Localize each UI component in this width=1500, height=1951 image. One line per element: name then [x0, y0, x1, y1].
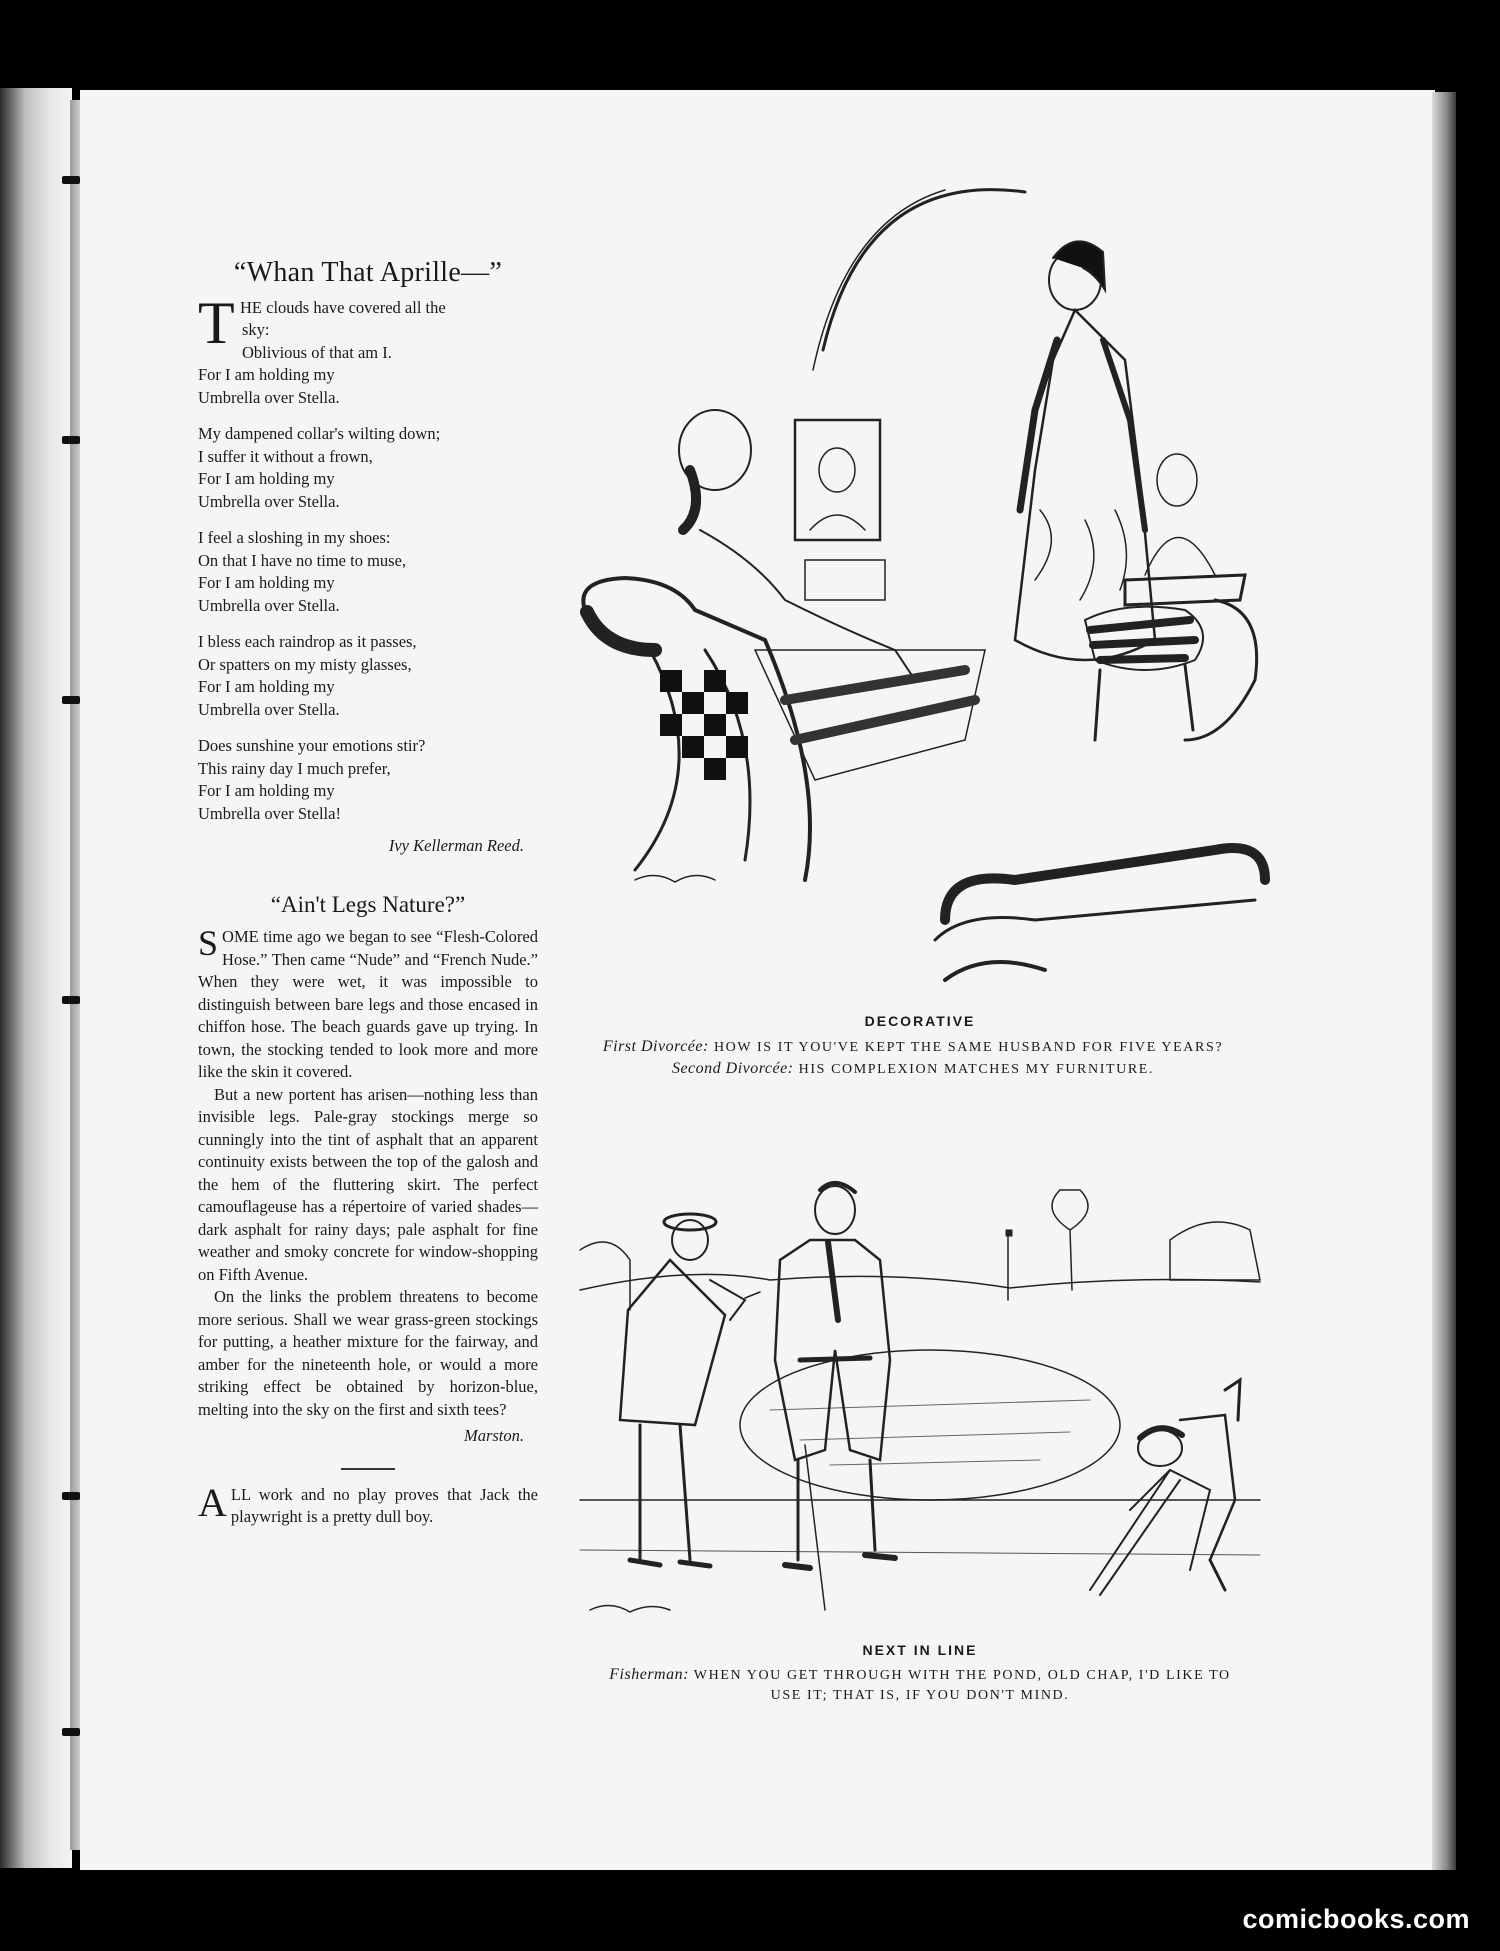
watermark: comicbooks.com: [1242, 1904, 1470, 1934]
poem-stanza: [198, 631, 538, 721]
poem-line: For I am holding my: [198, 573, 335, 592]
article-body: [198, 923, 538, 1421]
article-paragraph: On the links the problem threatens to become more serious. Shall we wear grass-green stockings for putting, a heather mixture for the fairway, and amber for the nineteenth hole, or would a more striking effect be obtained by horizon-blue, melting into the sky on the first and sixth tees?: [198, 1287, 538, 1419]
poem-line: My dampened collar's wilting down;: [198, 424, 441, 443]
poem-line: Oblivious of that am I.: [242, 342, 392, 362]
dialogue-text: WHEN YOU GET THROUGH WITH THE POND, OLD CHAP, I'D LIKE TO: [693, 1668, 1231, 1683]
binding-stitch: [62, 1492, 80, 1500]
poem-line: This rainy day I much prefer,: [198, 758, 391, 778]
speaker-label: Second Divorcée:: [671, 1060, 794, 1077]
poem-line: For I am holding my: [198, 677, 335, 696]
dialogue-text: HOW IS IT YOU'VE KEPT THE SAME HUSBAND FOR FIVE YEARS?: [713, 1040, 1224, 1055]
masthead: · LIFE ·: [610, 209, 814, 254]
paragraph-text: OME time ago we began to see “Flesh-Colored Hose.” Then came “Nude” and “French Nude.” When they were wet, it was impossible to distinguish between bare legs and those encased in chiffon hose. The beach guards gave up trying. In town, the stocking tended to look more and more like the skin it covered.: [198, 927, 538, 1081]
cartoon-caption-line: [578, 1038, 1248, 1056]
poem-line: I bless each raindrop as it passes,: [198, 632, 417, 651]
article-title: “Ain't Legs Nature?”: [270, 891, 466, 917]
poem-line: sky:: [242, 320, 270, 339]
page-stack-edge: [1432, 92, 1456, 1870]
poem-line: HE clouds have covered all the: [240, 297, 446, 317]
binding-stitch: [62, 996, 80, 1004]
left-column: [198, 257, 538, 1529]
cartoon-next-in-line-illustration: [570, 1170, 1270, 1630]
filler-paragraph: [198, 1479, 538, 1529]
cartoon-caption-line: [578, 1060, 1248, 1078]
cartoon-caption-line: [560, 1666, 1280, 1684]
binding-stitch: [62, 176, 80, 184]
article-paragraph: But a new portent has arisen—nothing less than invisible legs. Pale-gray stockings merge so cunningly into the tint of asphalt that an apparent continuity exists between the top of the galosh and the hem of the fluttering skirt. The perfect camouflageuse has a répertoire of varied shades—dark asphalt for rainy days; pale asphalt for fine weather and smoky concrete for window-shopping on Fifth Avenue.: [198, 1084, 538, 1284]
poem-line: I feel a sloshing in my shoes:: [198, 528, 391, 547]
poem-line: Umbrella over Stella.: [198, 491, 340, 511]
poem-author: Ivy Kellerman Reed.: [388, 836, 524, 855]
poem-stanza: [198, 289, 538, 410]
dropcap: T: [198, 289, 235, 356]
cartoon-caption-title: NEXT IN LINE: [862, 1642, 978, 1658]
poem-line: Umbrella over Stella.: [198, 595, 340, 615]
binding-stitch: [62, 1728, 80, 1736]
page-number: 27: [1240, 220, 1267, 250]
poem-line: Or spatters on my misty glasses,: [198, 654, 412, 674]
poem-line: Umbrella over Stella.: [198, 387, 340, 407]
poem-line: Umbrella over Stella.: [198, 699, 340, 719]
left-page-edge: [0, 88, 72, 1868]
speaker-label: First Divorcée:: [602, 1038, 709, 1055]
dialogue-text: HIS COMPLEXION MATCHES MY FURNITURE.: [798, 1062, 1155, 1077]
article-author: Marston.: [463, 1426, 524, 1445]
poem-line: For I am holding my: [198, 365, 335, 384]
poem-line: For I am holding my: [198, 469, 335, 488]
speaker-label: Fisherman:: [609, 1666, 689, 1683]
poem-line: On that I have no time to muse,: [198, 550, 407, 570]
cartoon-decorative-illustration: [565, 180, 1275, 1000]
dropcap: A: [198, 1479, 227, 1525]
poem-line: I suffer it without a frown,: [198, 446, 373, 466]
poem-title: “Whan That Aprille—”: [233, 257, 503, 288]
poem-stanza: [198, 735, 538, 825]
section-divider: [341, 1468, 395, 1470]
poem-line: Does sunshine your emotions stir?: [198, 736, 426, 755]
poem-stanza: [198, 527, 538, 617]
poem-stanza: [198, 423, 538, 513]
poem-line: For I am holding my: [198, 781, 335, 800]
dialogue-text: USE IT; THAT IS, IF YOU DON'T MIND.: [770, 1688, 1070, 1703]
dropcap: S: [198, 923, 219, 963]
binding-stitch: [62, 436, 80, 444]
filler-text: LL work and no play proves that Jack the playwright is a pretty dull boy.: [230, 1484, 538, 1526]
article-paragraph: [198, 923, 538, 1084]
cartoon-caption-line: [560, 1688, 1280, 1704]
poem-line: Umbrella over Stella!: [198, 803, 341, 823]
binding-stitch: [62, 696, 80, 704]
cartoon-caption-title: DECORATIVE: [864, 1013, 976, 1029]
